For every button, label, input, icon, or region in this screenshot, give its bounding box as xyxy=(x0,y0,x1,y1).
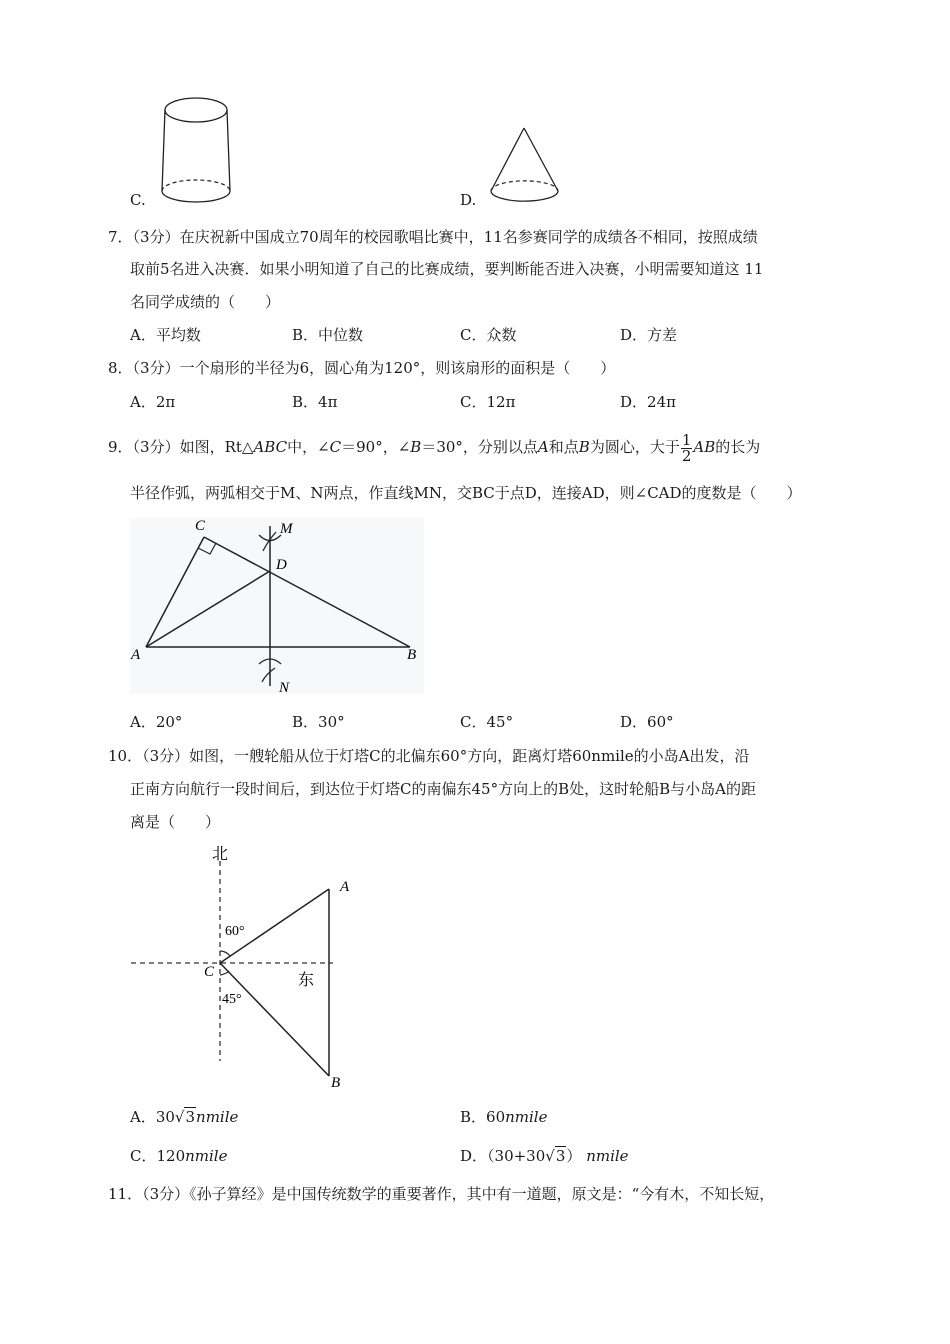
q9-option-b[interactable]: B．30° xyxy=(292,713,345,731)
q8-option-c[interactable]: C．12π xyxy=(460,393,516,411)
angle-arc-60 xyxy=(220,951,230,956)
q6-cup-figure xyxy=(158,92,238,202)
cone-base-front xyxy=(491,191,558,201)
q10-option-a[interactable]: A．30√3nmile xyxy=(130,1108,239,1126)
q7-option-d[interactable]: D．方差 xyxy=(620,326,678,344)
q10-option-c[interactable]: C．120nmile xyxy=(130,1147,228,1165)
q8-option-a[interactable]: A．2π xyxy=(130,393,176,411)
cone-right-edge xyxy=(524,128,558,191)
q9-option-d[interactable]: D．60° xyxy=(620,713,674,731)
label-angle-45: 45° xyxy=(222,992,242,1007)
q7-text-line1: 7．（3分）在庆祝新中国成立70周年的校园歌唱比赛中，11名参赛同学的成绩各不相同，按照成绩 xyxy=(108,228,758,246)
q6-option-d[interactable]: D. xyxy=(460,191,477,209)
label-B: B xyxy=(331,1075,341,1091)
q10-text-line2: 正南方向航行一段时间后，到达位于灯塔C的南偏东45°方向上的B处，这时轮船B与小岛A的距 xyxy=(130,780,756,798)
q10-option-b[interactable]: B．60nmile xyxy=(460,1108,548,1126)
label-N: N xyxy=(279,680,290,696)
label-A: A xyxy=(340,879,350,895)
q6-cone-figure xyxy=(488,126,568,216)
q10-text-line1: 10．（3分）如图，一艘轮船从位于灯塔C的北偏东60°方向，距离灯塔60nmile的小岛A出发，沿 xyxy=(108,747,750,765)
label-B: B xyxy=(407,647,417,663)
cup-right-side xyxy=(227,110,230,191)
q9-text-line2: 半径作弧，两弧相交于M、N两点，作直线MN，交BC于点D，连接AD，则∠CAD的度数是（ ） xyxy=(130,484,802,502)
q10-text-line3: 离是（ ） xyxy=(130,813,221,831)
q8-option-b[interactable]: B．4π xyxy=(292,393,338,411)
label-C: C xyxy=(204,964,215,980)
sqrt-symbol: √ xyxy=(174,1108,185,1126)
label-east: 东 xyxy=(298,972,315,989)
cup-bottom-front xyxy=(162,191,230,202)
cup-top-ellipse xyxy=(165,98,227,122)
label-C: C xyxy=(195,518,206,534)
q9-triangle-figure xyxy=(128,516,428,696)
q9-text-line1: 9．（3分）如图，Rt△ABC中，∠C＝90°，∠B＝30°，分别以点A和点B为圆心，大于 $\frac{1}{2}$ AB的长为 xyxy=(108,430,761,465)
q10-bearing-figure xyxy=(128,843,368,1093)
label-D: D xyxy=(276,557,287,573)
q6-option-c[interactable]: C. xyxy=(130,191,146,209)
q7-option-c[interactable]: C．众数 xyxy=(460,326,517,344)
q7-option-a[interactable]: A．平均数 xyxy=(130,326,201,344)
q9-option-a[interactable]: A．20° xyxy=(130,713,183,731)
label-M: M xyxy=(280,521,293,537)
q7-text-line3: 名同学成绩的（ ） xyxy=(130,293,281,311)
sqrt-symbol: √ xyxy=(545,1147,555,1165)
q7-text-line2: 取前5名进入决赛．如果小明知道了自己的比赛成绩，要判断能否进入决赛，小明需要知道这 11 xyxy=(130,260,764,278)
cup-bottom-back xyxy=(162,180,230,191)
q9-option-c[interactable]: C．45° xyxy=(460,713,514,731)
cone-base-back xyxy=(491,181,558,191)
label-north: 北 xyxy=(212,846,229,863)
q10-option-d[interactable]: D．（30+30√3） nmile xyxy=(460,1147,629,1165)
q7-option-b[interactable]: B．中位数 xyxy=(292,326,364,344)
angle-arc-45 xyxy=(220,971,229,975)
label-angle-60: 60° xyxy=(225,924,245,939)
label-A: A xyxy=(131,647,141,663)
q8-text-line1: 8．（3分）一个扇形的半径为6，圆心角为120°，则该扇形的面积是（ ） xyxy=(108,359,616,377)
q11-text-line1: 11．（3分）《孙子算经》是中国传统数学的重要著作，其中有一道题，原文是：“今有木，不知长短， xyxy=(108,1185,775,1203)
fraction-one-half: $\frac{1}{2}$ xyxy=(681,430,692,465)
cup-left-side xyxy=(162,110,165,191)
q8-option-d[interactable]: D．24π xyxy=(620,393,676,411)
